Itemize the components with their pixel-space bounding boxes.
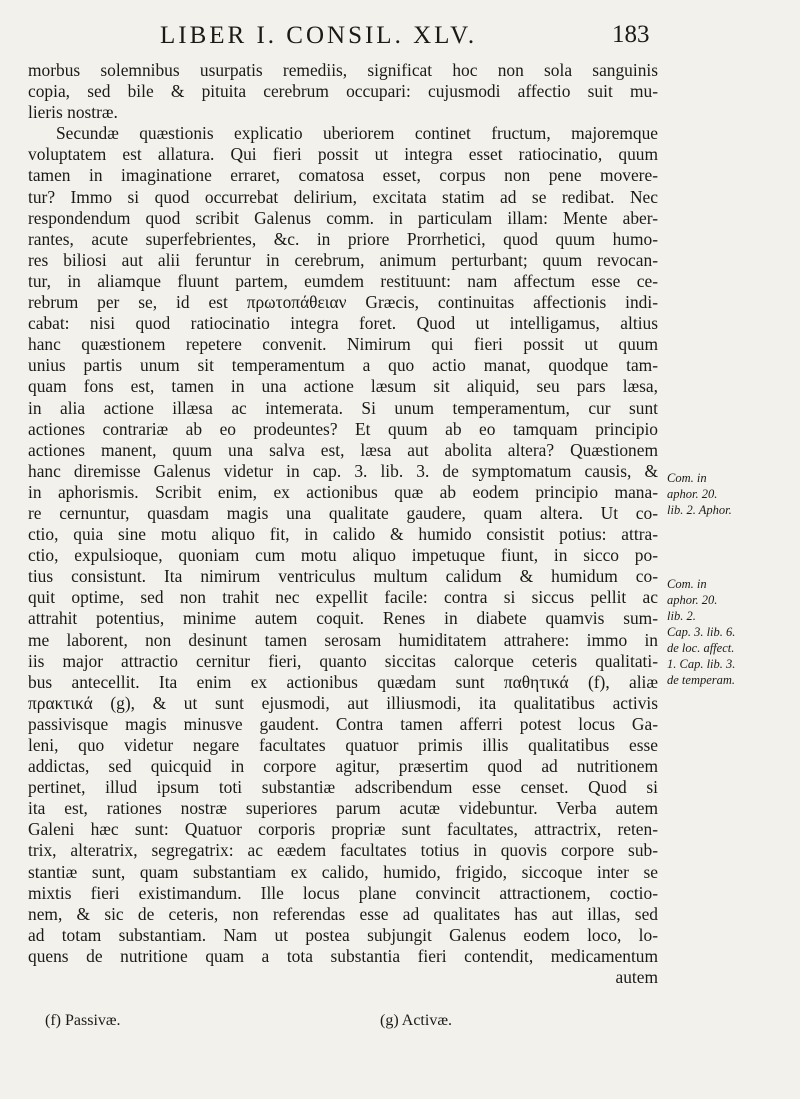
text-line: lieris nostræ.: [28, 102, 118, 123]
margin-note-line: de loc. affect.: [667, 641, 735, 655]
text-line: tur, in aliamque fluunt partem, eumdem restituunt: nam affectum esse ce-: [28, 270, 658, 291]
text-line: iis major attractio cernitur fieri, quanto siccitas calorque ceteris qualitati-: [28, 650, 658, 671]
text-line: in aphorismis. Scribit enim, ex actionibus quæ ab eodem principio mana-: [28, 481, 658, 502]
margin-note-line: aphor. 20.: [667, 487, 718, 501]
text-line: re cernuntur, quasdam magis una qualitate gaudere, quam altera. Ut co-: [28, 502, 658, 523]
text-line: nem, & sic de ceteris, non referendas esse ad qualitates has aut illas, sed: [28, 903, 658, 924]
text-line: ctio, quia sine motu aliquo fit, in calido & humido consistit potius: attra-: [28, 524, 658, 545]
margin-note-line: Cap. 3. lib. 6.: [667, 625, 736, 639]
text-line: tamen in imaginatione erraret, comatosa esset, corpus non pene movere-: [28, 165, 658, 186]
margin-note-line: Com. in: [667, 471, 707, 485]
margin-note-line: 1. Cap. lib. 3.: [667, 657, 736, 671]
text-line: hanc quæstionem repetere convenit. Nimirum qui fieri possit ut quum: [28, 334, 658, 355]
text-line: tur? Immo si quod occurrebat delirium, excitata statim ad se redibat. Nec: [28, 186, 658, 207]
text-line: unius partis unum sit temperamentum a quo actio manat, quodque tam-: [28, 355, 658, 376]
body-text: [28, 60, 658, 988]
text-line: respondendum quod scribit Galenus comm. in particulam illam: Mente aber-: [28, 207, 658, 228]
margin-note-line: lib. 2.: [667, 609, 696, 623]
text-line: ctio, expulsioque, quoniam cum motu aliquo impetuque fiunt, in sicco po-: [28, 545, 658, 566]
text-line: bus antecellit. Ita enim ex actionibus quædam sunt παθητικά (f), aliæ: [28, 671, 658, 692]
text-line: pertinet, illud ipsum toti substantiæ adscribendum esse censet. Quod si: [28, 777, 658, 798]
text-line: Galeni hæc sunt: Quatuor corporis propriæ sunt facultates, attractrix, reten-: [28, 819, 658, 840]
margin-note-1: [667, 470, 800, 518]
text-line: in alia actione illæsa ac intemerata. Si unum temperamentum, cur sunt: [28, 397, 658, 418]
text-line: rebrum per se, id est πρωτοπάθειαν Græcis, continuitas affectionis indi-: [28, 292, 658, 313]
text-line: Secundæ quæstionis explicatio uberiorem continet fructum, majoremque: [56, 123, 658, 144]
text-line: mixtis fieri existimandum. Ille locus plane convincit attractionem, coctio-: [28, 882, 658, 903]
text-line: stantiæ sunt, quam substantiam ex calido, humido, frigido, siccoque inter se: [28, 861, 658, 882]
text-line: passivisque magis minusve gaudent. Contra tamen afferri potest locus Ga-: [28, 713, 658, 734]
text-line: quens de nutritione quam a tota substantia fieri contendit, medicamentum: [28, 945, 658, 966]
margin-note-2: [667, 576, 800, 688]
text-line: quit optime, sed non trahit nec expellit facile: contra si siccus pellit ac: [28, 587, 658, 608]
margin-note-line: de temperam.: [667, 673, 736, 687]
text-line: morbus solemnibus usurpatis remediis, significat hoc non sola sanguinis: [28, 60, 658, 80]
text-line: trix, alteratrix, segregatrix: ac eædem facultates totius in quovis corpore sub-: [28, 840, 658, 861]
running-title: LIBER I. CONSIL. XLV.: [160, 22, 478, 49]
footnote-g: (g) Activæ.: [380, 1012, 452, 1029]
page-number: 183: [612, 21, 650, 48]
text-line: πρακτικά (g), & ut sunt ejusmodi, aut illiusmodi, ita qualitatibus activis: [28, 692, 658, 713]
text-line: hanc diremisse Galenus videtur in cap. 3. lib. 3. de symptomatum causis, &: [28, 460, 658, 481]
text-line: addictas, sed quicquid in corpore agitur, præsertim quod ad nutritionem: [28, 756, 658, 777]
text-line: ita est, rationes nostræ superiores parum acutæ videbuntur. Verba autem: [28, 798, 658, 819]
text-line: tius consistunt. Ita nimirum ventriculus multum calidum & humidum co-: [28, 566, 658, 587]
text-line: me laborent, non desinunt tamen serosam humiditatem attrahere: immo in: [28, 629, 658, 650]
catchword: autem: [615, 967, 658, 988]
text-line: actiones contrariæ ab eo prodeuntes? Et quum ab eo tamquam principio: [28, 418, 658, 439]
margin-note-line: Com. in: [667, 577, 707, 591]
footnote-f: (f) Passivæ.: [45, 1012, 121, 1029]
text-line: leni, quo videtur negare facultates quatuor primis illis qualitatibus esse: [28, 735, 658, 755]
text-line: cabat: nisi quod ratiocinatio integra foret. Quod ut intelligamus, altius: [28, 313, 658, 334]
text-line: ad totam substantiam. Nam ut postea subjungit Galenus eodem loco, lo-: [28, 924, 658, 945]
text-line: res biliosi aut alii feruntur in cerebrum, animum perturbant; quum revocan-: [28, 249, 658, 270]
text-line: quam fons est, tamen in una actione læsum sit aliquid, seu pars læsa,: [28, 376, 658, 397]
margin-note-line: lib. 2. Aphor.: [667, 503, 732, 517]
page-header: [0, 22, 800, 56]
text-line: attrahit potentius, minime autem coquit. Renes in diabete quamvis sum-: [28, 608, 658, 629]
text-line: rantes, acute superfebrientes, &c. in priore Prorrhetici, quod quum humo-: [28, 228, 658, 249]
footnotes: [0, 1012, 800, 1036]
text-line: voluptatem est allatura. Qui fieri possit ut integra esset ratiocinatio, quum: [28, 144, 658, 165]
margin-note-line: aphor. 20.: [667, 593, 718, 607]
text-line: copia, sed bile & pituita cerebrum occupari: cujusmodi affectio suit mu-: [28, 81, 658, 102]
text-line: actiones manent, quum una salva est, læsa aut abolita altera? Quæstionem: [28, 439, 658, 460]
